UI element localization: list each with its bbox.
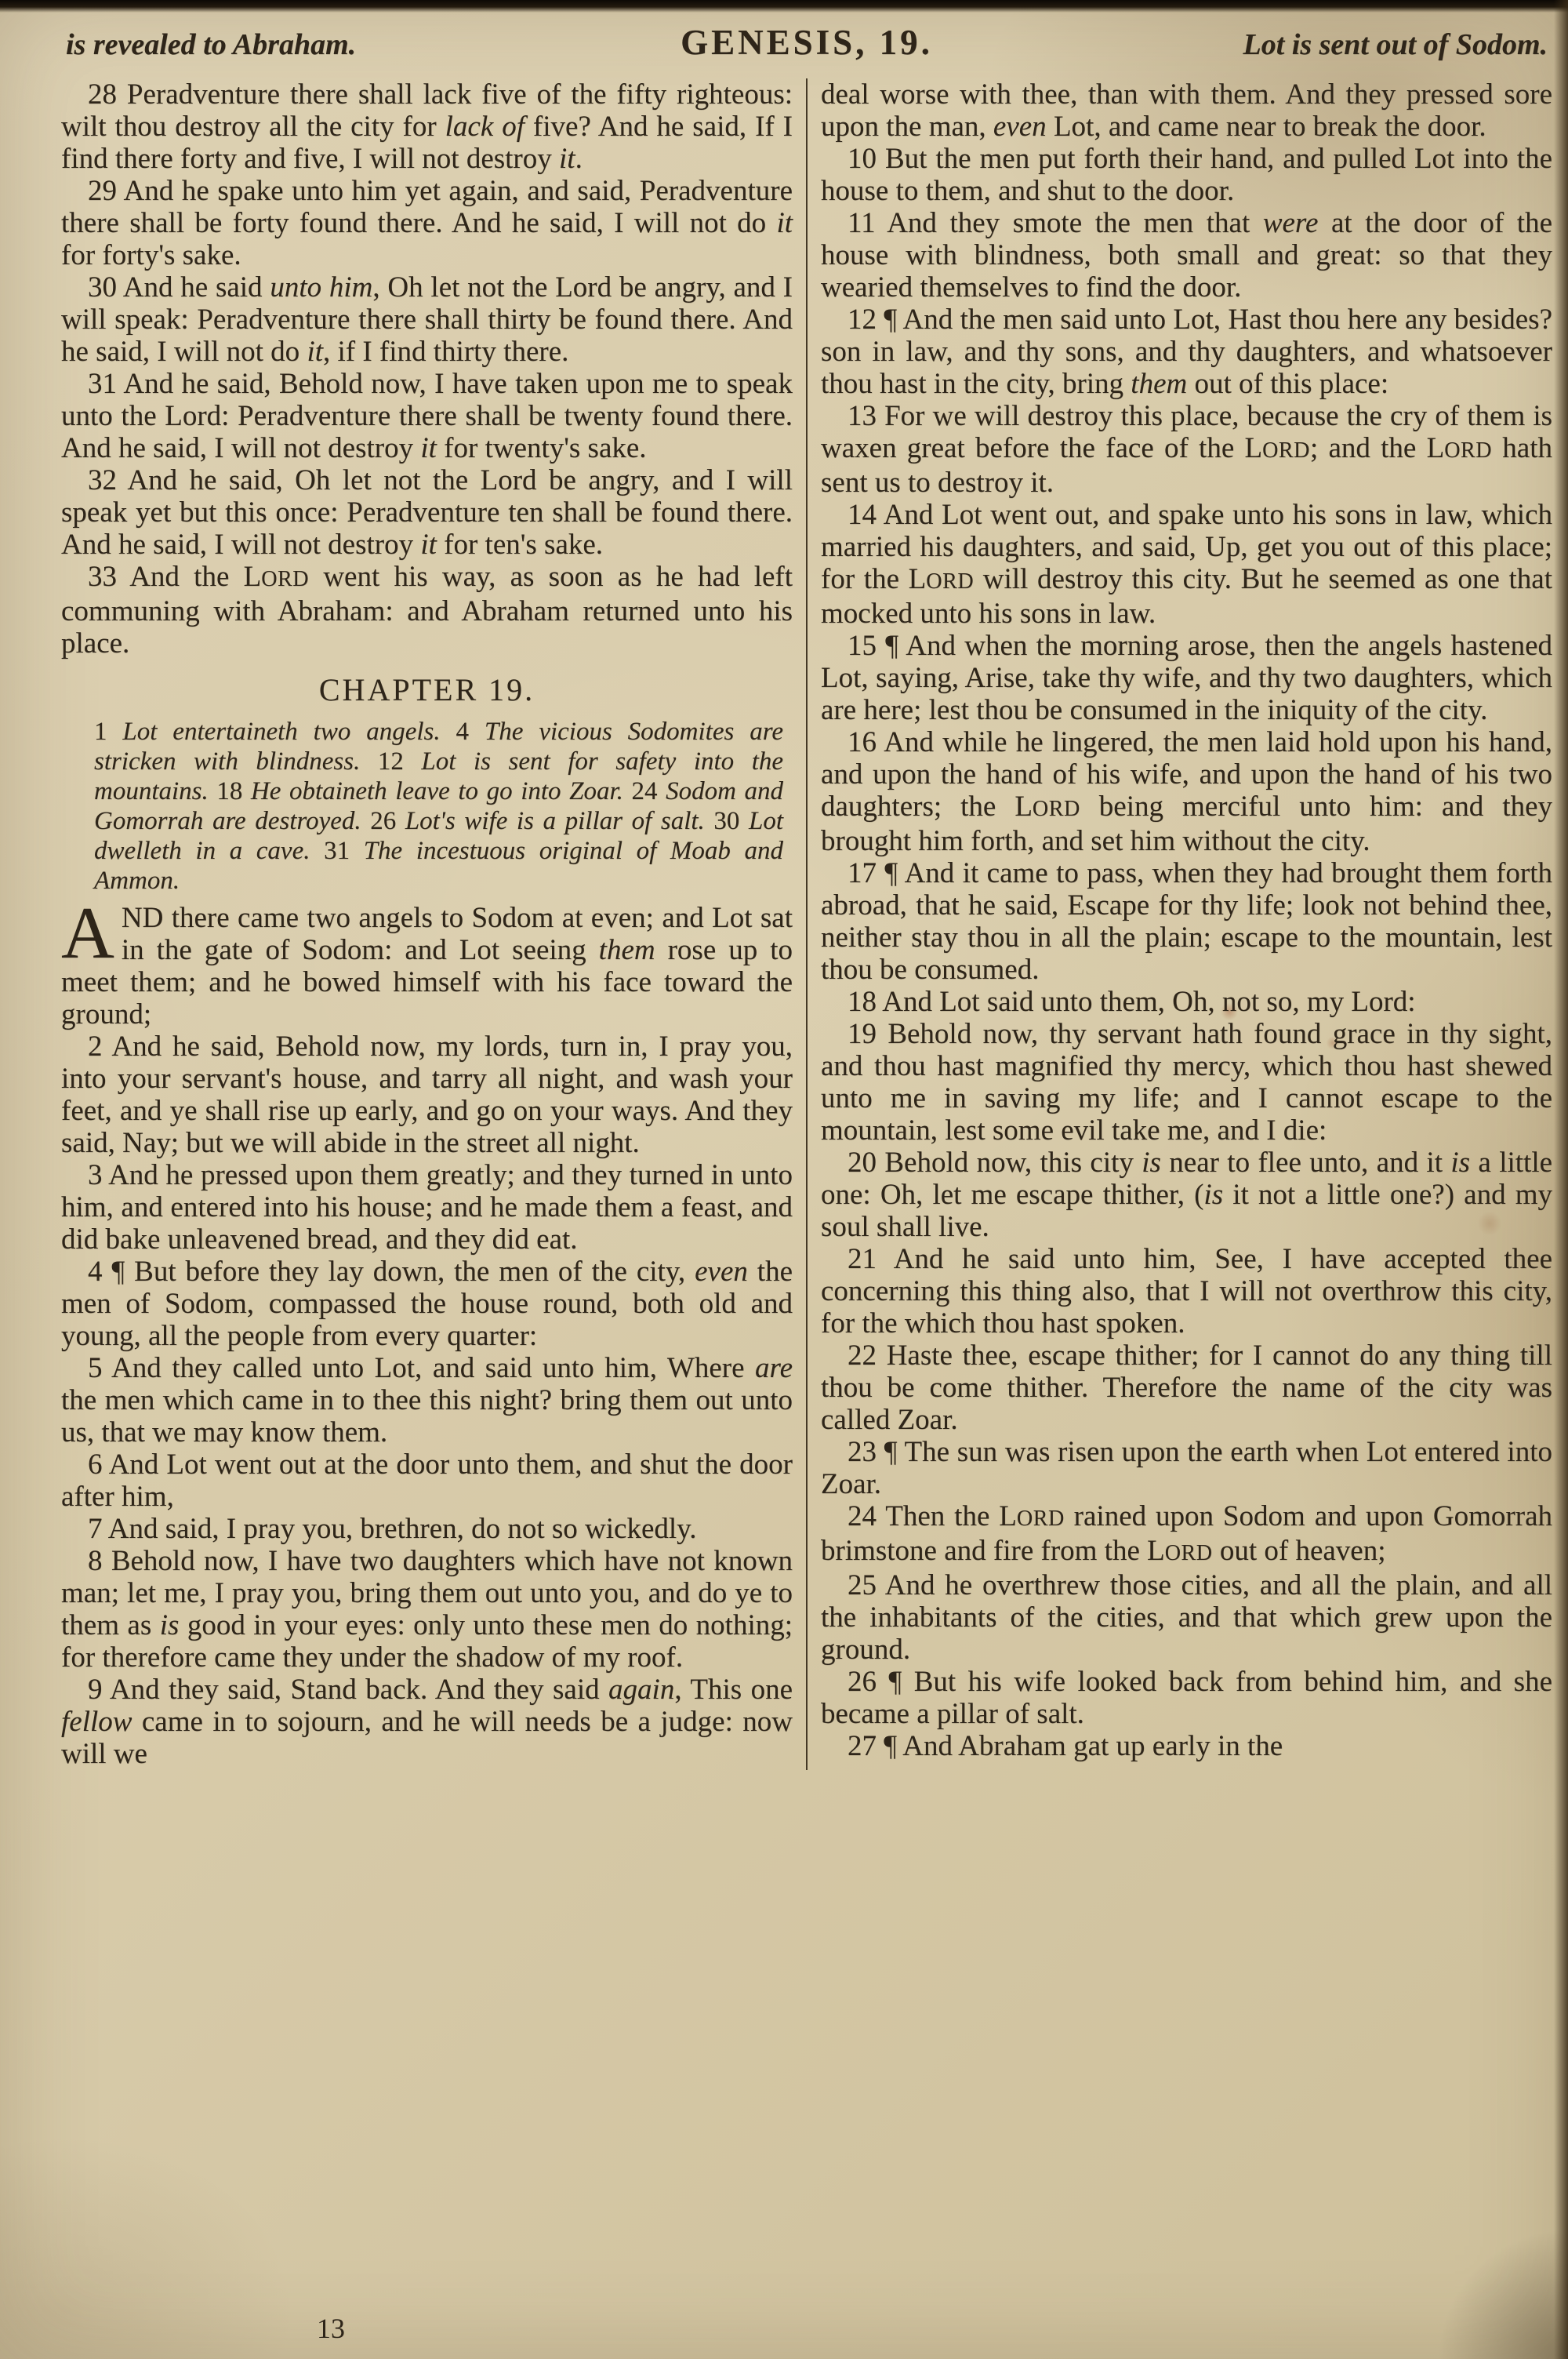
verse-text: ND there came two angels to Sodom at even; and Lot sat in the gate of Sodom: and Lot seeing them rose up to meet them; and he bowed himself with his face toward the ground;: [61, 902, 793, 1030]
verse-15: [821, 630, 1552, 726]
italic-text: again: [608, 1674, 675, 1706]
italic-text: Sodom and Gomorrah are destroyed.: [94, 777, 783, 835]
pilcrow-mark: ¶: [884, 304, 898, 336]
verse-number: 14: [848, 499, 877, 531]
verse-19: [821, 1018, 1552, 1147]
italic-text: The incestuous original of Moab and Ammon.: [94, 837, 784, 895]
italic-text: were: [1262, 207, 1319, 239]
column-divider: [806, 78, 808, 1770]
verse-text: And the men said unto Lot, Hast thou here any besides? son in law, and thy sons, and thy daughters, and whatsoever thou hast in the city, bring them out of this place:: [821, 304, 1552, 400]
lord-smallcaps-tail: ORD: [1444, 438, 1493, 463]
verse-31: [61, 368, 793, 464]
verse-7: [61, 1513, 793, 1545]
verse-10: [821, 143, 1552, 207]
lord-smallcaps: LORD: [1426, 432, 1493, 464]
verse-text: And they smote the men that were at the door of the house with blindness, both small and great: so that they wearied themselves to find the door.: [821, 207, 1553, 304]
verse-13: [821, 400, 1552, 499]
verse-17: [821, 857, 1552, 986]
verse-29: [61, 175, 793, 271]
verse-text: And the LORD went his way, as soon as he had left communing with Abraham: and Abraham returned unto his place.: [61, 561, 793, 660]
verse-text: And he pressed upon them greatly; and they turned in unto him, and entered into his house; and he made them a feast, and did bake unleavened bread, and they did eat.: [61, 1159, 793, 1256]
verse-9: [61, 1674, 793, 1770]
verse-3: [61, 1159, 793, 1256]
lord-smallcaps-tail: ORD: [1016, 1507, 1065, 1531]
verse-number: 29: [88, 175, 117, 207]
lord-smallcaps: LORD: [999, 1500, 1065, 1532]
lord-smallcaps-tail: ORD: [926, 569, 975, 594]
verse-text: Then the LORD rained upon Sodom and upon Gomorrah brimstone and fire from the LORD out of heaven;: [821, 1500, 1552, 1567]
verse-number: 20: [848, 1147, 877, 1179]
verse-21: [821, 1243, 1552, 1339]
verse-text: And he said, Behold now, I have taken upon me to speak unto the Lord: Peradventure there shall be twenty found there. And he said, I will not destroy it for twenty's sake.: [61, 368, 793, 464]
pilcrow-mark: ¶: [111, 1256, 125, 1288]
verse-text: And it came to pass, when they had brought them forth abroad, that he said, Escape for thy life; look not behind thee, neither stay thou in all the plain; escape to the mountain, lest thou be consumed.: [821, 857, 1553, 986]
italic-text: Lot dwelleth in a cave.: [94, 807, 784, 865]
italic-text: is: [1203, 1179, 1224, 1211]
verse-27: [821, 1730, 1552, 1762]
verse-22: [821, 1339, 1552, 1436]
verse-number: 16: [848, 726, 877, 758]
verse-28: [61, 78, 793, 175]
right-column: [821, 78, 1552, 1770]
lord-smallcaps: LORD: [1147, 1535, 1213, 1567]
verse-26: [821, 1666, 1552, 1730]
verse-text: But before they lay down, the men of the city, even the men of Sodom, compassed the house round, both old and young, all the people from every quarter:: [61, 1256, 793, 1352]
verse-text: And they called unto Lot, and said unto him, Where are the men which came in to thee this night? bring them out unto us, that we may know them.: [61, 1352, 793, 1448]
italic-text: Lot is sent for safety into the mountains.: [94, 747, 784, 805]
verse-number: 23: [848, 1436, 877, 1468]
italic-text: lack of: [445, 111, 524, 143]
verse-text: The sun was risen upon the earth when Lot entered into Zoar.: [821, 1436, 1552, 1500]
lord-smallcaps-tail: ORD: [1164, 1541, 1213, 1565]
verse-number: 11: [848, 207, 876, 239]
verse-text: For we will destroy this place, because the cry of them is waxen great before the face of the LORD; and the LORD hath sent us to destroy it.: [821, 400, 1553, 499]
verse-number: 15: [848, 630, 877, 662]
verse-25: [821, 1569, 1552, 1666]
verse-text: But his wife looked back from behind him, and she became a pillar of salt.: [821, 1666, 1553, 1730]
verse-30: [61, 271, 793, 368]
lord-smallcaps-tail: ORD: [1032, 797, 1080, 821]
verse-text: And he said, Oh let not the Lord be angry, and I will speak yet but this once: Peradventure ten shall be found there. And he said, I will not destroy it for ten's sake.: [61, 464, 793, 561]
verse-number: 9: [88, 1674, 103, 1706]
verse-2: [61, 1030, 793, 1159]
verse-text: And he said unto him, Oh let not the Lord be angry, and I will speak: Peradventure there shall thirty be found there. And he said, I will not do it, if I find thirty there.: [61, 271, 793, 368]
running-head-left: is revealed to Abraham.: [66, 28, 357, 61]
verse-text: And said, I pray you, brethren, do not so wickedly.: [107, 1513, 697, 1545]
text-columns: [61, 78, 1552, 1770]
verse-20: [821, 1147, 1552, 1243]
verse-number: 21: [848, 1243, 877, 1275]
verse-4: [61, 1256, 793, 1352]
page-content: [61, 22, 1552, 1770]
verse-24: [821, 1500, 1552, 1569]
verse-number: 4: [88, 1256, 103, 1288]
pilcrow-mark: ¶: [884, 857, 898, 889]
verse-33: [61, 561, 793, 660]
pilcrow-mark: ¶: [885, 630, 899, 662]
verse-8: [61, 1545, 793, 1674]
verse-number: 30: [88, 271, 117, 304]
verse-number: 31: [88, 368, 117, 400]
verse-32: [61, 464, 793, 561]
lord-smallcaps: LORD: [908, 563, 975, 595]
italic-text: are: [755, 1352, 793, 1384]
italic-text: unto him: [270, 271, 373, 304]
verse-number: 8: [88, 1545, 103, 1577]
pilcrow-mark: ¶: [884, 1436, 898, 1468]
italic-text: even: [695, 1256, 748, 1288]
verse-text: deal worse with thee, than with them. And they pressed sore upon the man, even Lot, and came near to break the door.: [821, 78, 1552, 143]
italic-text: it: [307, 336, 323, 368]
verse-number: 7: [88, 1513, 103, 1545]
verse-text: And while he lingered, the men laid hold upon his hand, and upon the hand of his wife, and upon the hand of his two daughters; the LORD being merciful unto him: and they brought him forth, and set him without the city.: [821, 726, 1552, 857]
verse-text: And he said, Behold now, my lords, turn in, I pray you, into your servant's house, and tarry all night, and wash your feet, and ye shall rise up early, and go on your ways. And they said, Nay; but we will abide in the street all night.: [61, 1030, 793, 1159]
verse-number: 18: [848, 986, 877, 1018]
verse-number: 12: [848, 304, 877, 336]
verse-number: 10: [848, 143, 877, 175]
italic-text: even: [993, 111, 1047, 143]
verse-text: And he overthrew those cities, and all the plain, and all the inhabitants of the cities, and that which grew upon the ground.: [821, 1569, 1552, 1666]
italic-text: fellow: [61, 1706, 132, 1738]
italic-text: them: [1131, 368, 1188, 400]
verse-18: [821, 986, 1552, 1018]
verse-11: [821, 207, 1552, 304]
italic-text: He obtaineth leave to go into Zoar.: [250, 777, 623, 805]
verse-number: 19: [848, 1018, 877, 1050]
pilcrow-mark: ¶: [884, 1730, 898, 1762]
verse-16: [821, 726, 1552, 857]
page-edge-top: [0, 0, 1568, 13]
running-header: [61, 22, 1552, 63]
verse-number: 2: [88, 1030, 103, 1063]
lord-smallcaps: LORD: [243, 561, 310, 593]
verse-text: And he said unto him, See, I have accepted thee concerning this thing also, that I will not overthrow this city, for the which thou hast spoken.: [821, 1243, 1552, 1339]
verse-text: And Lot said unto them, Oh, not so, my Lord:: [882, 986, 1416, 1018]
verse-text: And Abraham gat up early in the: [902, 1730, 1283, 1762]
italic-text: is: [1142, 1147, 1161, 1179]
italic-text: is: [159, 1609, 180, 1641]
verse-number: 3: [88, 1159, 103, 1191]
verse-number: 32: [88, 464, 117, 496]
left-column: [61, 78, 793, 1770]
verse-text: And they said, Stand back. And they said again, This one fellow came in to sojourn, and he will needs be a judge: now will we: [61, 1674, 793, 1770]
verse-text: And Lot went out, and spake unto his sons in law, which married his daughters, and said, Up, get you out of this place; for the LORD will destroy this city. But he seemed as one that mocked unto his sons in law.: [821, 499, 1552, 630]
chapter-heading: CHAPTER 19.: [318, 672, 535, 707]
verse-text: And he spake unto him yet again, and said, Peradventure there shall be forty found there. And he said, I will not do it for forty's sake.: [61, 175, 793, 271]
verse-number: 17: [848, 857, 877, 889]
lord-smallcaps: LORD: [1014, 791, 1080, 823]
drop-cap-letter: A: [61, 892, 114, 974]
italic-text: The vicious Sodomites are stricken with blindness.: [94, 718, 783, 776]
page-number: 13: [317, 2313, 345, 2344]
verse-number: 27: [848, 1730, 877, 1762]
verse-text: Behold now, this city is near to flee unto, and it is a little one: Oh, let me escape thither, (is it not a little one?) and my soul shall live.: [821, 1147, 1553, 1243]
italic-text: Lot's wife is a pillar of salt.: [405, 807, 705, 835]
verse-text: Behold now, I have two daughters which have not known man; let me, I pray you, bring them out unto you, and do ye to them as is good in your eyes: only unto these men do nothing; for therefore came they under the shadow of my roof.: [61, 1545, 793, 1674]
verse-12: [821, 304, 1552, 400]
verse-text: And Lot went out at the door unto them, and shut the door after him,: [61, 1448, 793, 1513]
italic-text: them: [598, 934, 655, 966]
italic-text: it: [420, 432, 437, 464]
italic-text: it: [420, 529, 437, 561]
italic-text: it: [559, 143, 575, 175]
chapter-summary: [94, 717, 783, 896]
verse-continuation: [821, 78, 1552, 143]
verse-number: 22: [848, 1339, 877, 1372]
lord-smallcaps-tail: ORD: [1262, 438, 1310, 463]
verse-14: [821, 499, 1552, 630]
verse-1-dropcap: [61, 892, 793, 1030]
verse-text: And when the morning arose, then the angels hastened Lot, saying, Arise, take thy wife, and thy two daughters, which are here; lest thou be consumed in the iniquity of the city.: [821, 630, 1552, 726]
running-head-right: Lot is sent out of Sodom.: [1243, 28, 1548, 61]
italic-text: is: [1450, 1147, 1471, 1179]
verse-number: 6: [88, 1448, 103, 1481]
verse-text: Haste thee, escape thither; for I cannot do any thing till thou be come thither. Therefore the name of the city was called Zoar.: [821, 1339, 1552, 1436]
italic-text: Lot entertaineth two angels.: [122, 718, 441, 746]
verse-number: 25: [848, 1569, 877, 1601]
summary-text: 1 Lot entertaineth two angels. 4 The vicious Sodomites are stricken with blindness. 12 Lot is sent for safety into the mountains. 18 He obtaineth leave to go into Zoar. 24 Sodom and Gomorrah are destroyed. 26 Lot's wife is a pillar of salt. 30 Lot dwelleth in a cave. 31 The incestuous original of Moab and Ammon.: [94, 718, 784, 895]
verse-number: 13: [848, 400, 877, 432]
lord-smallcaps-tail: ORD: [261, 567, 310, 591]
verse-6: [61, 1448, 793, 1513]
verse-23: [821, 1436, 1552, 1500]
verse-text: But the men put forth their hand, and pulled Lot into the house to them, and shut to the door.: [821, 143, 1552, 207]
verse-number: 33: [88, 561, 117, 593]
verse-number: 24: [848, 1500, 877, 1532]
pilcrow-mark: ¶: [888, 1666, 902, 1698]
page-title: GENESIS, 19.: [681, 23, 933, 62]
verse-text: Behold now, thy servant hath found grace in thy sight, and thou hast magnified thy mercy, which thou hast shewed unto me in saving my life; and I cannot escape to the mountain, lest some evil take me, and I die:: [821, 1018, 1553, 1147]
verse-number: 28: [88, 78, 117, 111]
page-edge-right: [1554, 0, 1568, 2359]
verse-5: [61, 1352, 793, 1448]
lord-smallcaps: LORD: [1244, 432, 1310, 464]
italic-text: it: [776, 207, 793, 239]
verse-number: 26: [848, 1666, 877, 1698]
verse-text: Peradventure there shall lack five of the fifty righteous: wilt thou destroy all the city for lack of five? And he said, If I find there forty and five, I will not destroy it.: [61, 78, 793, 175]
verse-number: 5: [88, 1352, 103, 1384]
